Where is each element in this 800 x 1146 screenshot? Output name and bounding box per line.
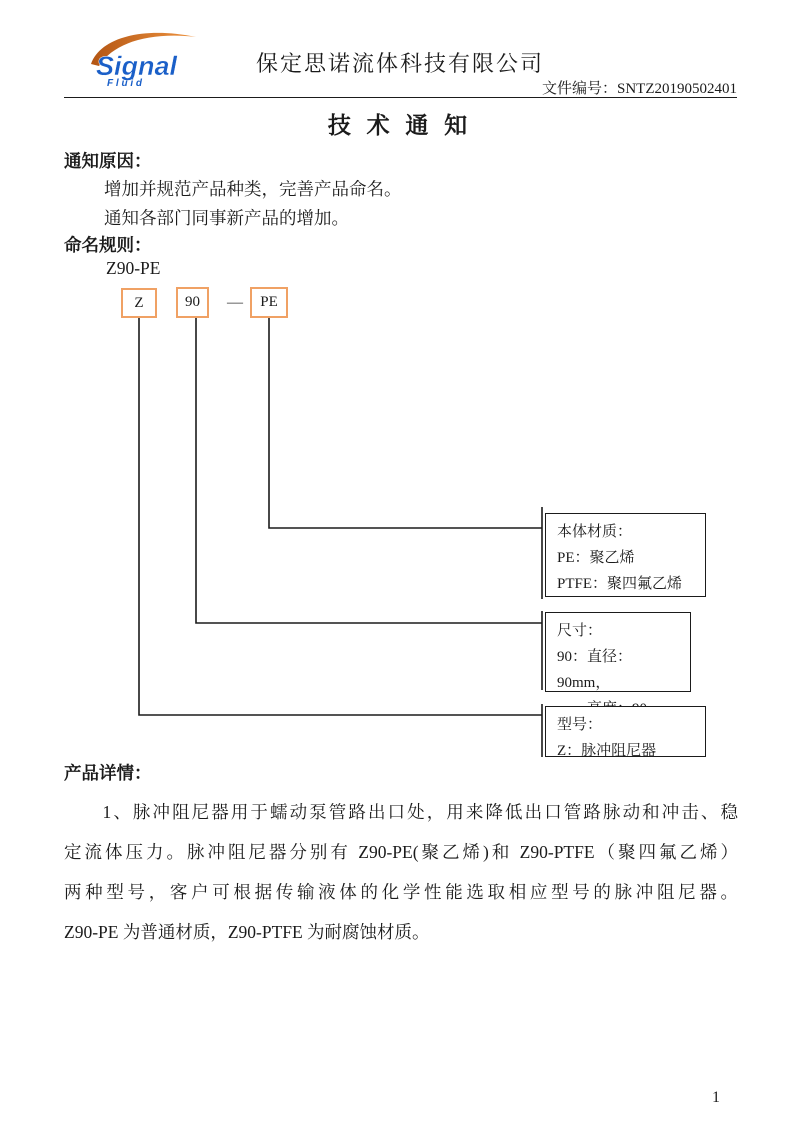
code-separator-dash: —	[227, 294, 243, 311]
annotation-box-material	[545, 513, 706, 597]
logo-brand-signal: Signal	[96, 51, 178, 81]
notice-reason-heading: 通知原因：	[64, 151, 152, 171]
header-divider	[64, 97, 737, 98]
annotation-box-size	[545, 612, 691, 692]
paragraph-line: 两种型号，客户可根据传输液体的化学性能选取相应型号的脉冲阻尼器。	[64, 882, 738, 902]
annotation-material-title: 本体材质：	[557, 524, 633, 540]
company-name: 保定思诺流体科技有限公司	[255, 51, 544, 76]
annotation-material-line-1: PE：聚乙烯	[557, 550, 635, 566]
paragraph-line: 定流体压力。脉冲阻尼器分别有 Z90-PE(聚乙烯)和 Z90-PTFE（聚四氟乙烯）	[64, 842, 738, 862]
notice-reason-line-2: 通知各部门同事新产品的增加。	[104, 208, 349, 228]
doc-number-value: SNTZ20190502401	[617, 81, 737, 97]
annotation-box-model	[545, 706, 706, 757]
annotation-size-line-1: 90：直径：90mm，	[557, 649, 633, 691]
connector-pe-to-material	[269, 318, 542, 599]
code-box-90: 90	[176, 287, 209, 318]
product-details-heading: 产品详情：	[64, 763, 152, 783]
notice-reason-line-1: 增加并规范产品种类，完善产品命名。	[104, 179, 402, 199]
doc-number	[542, 77, 737, 98]
annotation-material-line-2: PTFE：聚四氟乙烯	[557, 576, 683, 592]
logo-brand-fluid: F l u i d	[107, 78, 142, 87]
code-box-pe: PE	[250, 287, 288, 318]
annotation-model-title: 型号：	[557, 717, 603, 733]
paragraph-line: Z90-PE 为普通材质，Z90-PTFE 为耐腐蚀材质。	[64, 922, 430, 942]
product-details-paragraph	[64, 792, 738, 952]
page-number: 1	[712, 1089, 720, 1106]
annotation-size-title: 尺寸：	[557, 623, 603, 639]
doc-number-label: 文件编号：	[541, 81, 617, 97]
annotation-model-line-1: Z：脉冲阻尼器	[557, 743, 657, 759]
code-box-z: Z	[121, 288, 157, 318]
naming-rule-heading: 命名规则：	[64, 235, 152, 255]
naming-example: Z90-PE	[106, 258, 161, 278]
document-title: 技 术 通 知	[327, 113, 473, 138]
paragraph-line: 1、脉冲阻尼器用于蠕动泵管路出口处，用来降低出口管路脉动和冲击、稳	[102, 802, 738, 822]
connector-z-to-model	[139, 318, 542, 757]
connector-90-to-size	[196, 318, 542, 690]
